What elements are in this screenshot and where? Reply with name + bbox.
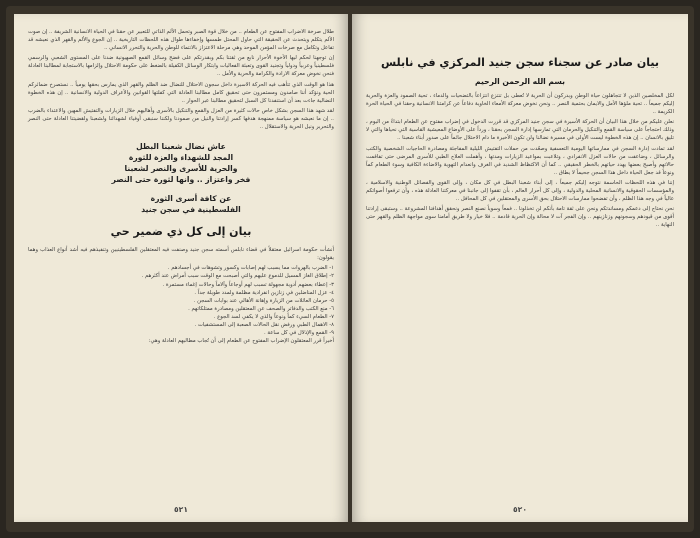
document-title: بيان صادر عن سجناء سجن جنيد المركزي في نابلس [380,56,660,69]
list-item: ٨- الاهمال الطبي ورفض نقل الحالات الصعبة إلى المستشفيات . [194,321,334,328]
left-paragraph-4: لقد شهد هذا السجن بشكل خاص حالات كثيرة من العزل والقمع والتنكيل بالأسرى وأهاليهم خلال الزيارات والتفتيش المهين والاعتداء بالضرب .. إن ما نعيشه هو سياسة ممنهجة هدفها كسر إرادتنا والنيل من صمودنا ولكننا سنبقى أوفياء لشهدائنا ولشعبنا ولقضيتنا العادلة حتى النصر والتحرير ونيل الحرية والاستقلال .. [28,107,334,131]
left-paragraph-5: أنشأت حكومة اسرائيل معتقلاً في قضاء نابلس أسمته سجن جنيد وصنفت فيه المعتقلين الفلسطينيين وتنفيذهم فيه أشد أنواع العذاب وهما يقولون: [28,247,334,262]
right-page-column [366,28,674,232]
list-item: ٦- منع الكتب والدفاتر والصحف عن المعتقلين ومصادرة ممتلكاتهم . [188,305,334,312]
page-number: ٥٢١ [174,505,188,514]
list-item: ٢- إطلاق الغاز المسيل للدموع عليهم والتي أصبحت مع الوقت سبب أمراض عند أكثرهم . [141,273,334,280]
left-page-column [28,28,334,345]
top-spacer [366,28,674,50]
list-item: ٧- الطعام السيء كماً ونوعاً والذي لا يكفي لسد الجوع . [213,313,334,320]
list-item: أخيراً قرر المعتقلون الإضراب المفتوح عن الطعام إلى أن تُجاب مطالبهم العادلة وهي: [148,338,334,345]
right-paragraph-2: نعلن عليكم من خلال هذا البيان أن الحركة الأسيرة في سجن جنيد المركزي قد قررت الدخول في إضراب مفتوح عن الطعام ابتداءً من اليوم ، وذلك احتجاجاً على سياسة القمع والتنكيل والحرمان التي تمارسها إدارة السجن بحقنا ، ورداً على الأوضاع المعيشية القاسية التي نحياها والتي لا تليق بالانسان .. إن هذه الخطوة ليست الأولى في مسيرة نضالنا ولن تكون الأخيرة ما دام الاحتلال جاثماً على صدور أبناء شعبنا .. [366,119,674,142]
left-paragraph-1: طلال صرخة الاضراب المفتوح عن الطعام .. من خلال قوة الصبر وتحمل الألم الذاتي للتعبير عن حقنا في الحياة الانسانية الشريفة .. إن صوت الألم يتكلم ويتحدث عن الحقيقة التي حاول المحتل طمسها وإخفاءها طوال هذه اللحظات التاريخية .. إن الجوع والألم والقهر الذي نعيشه قد تفاعل وتكامل مع صرخات المؤمن الموحد وهي مرحلة الاعتزاز بالانتماء للوطن والحرية والتحرر الانساني .. [28,29,334,52]
list-item: ٥- حرمان العائلات من الزيارة وإهانة الأهالي عند بوابات السجن . [193,297,334,304]
book-spread [6,6,694,532]
list-item: ٣- إعطاء بعضهم أدوية مجهولة تسبب لهم أوجاعاً وآلاماً وحالات إغماء مستمرة . [162,281,334,288]
slogan-line: عاش نضال شعبنا البطل [136,142,226,152]
left-paragraph-3: هذا هو الوقت الذي تتأهب فيه الحركة الاسيرة داخل سجون الاحتلال للنضال ضد الظلم والقهر الذي يمارس بحقها يومياً .. نستصرخ ضمائركم الحية ونؤكد أننا صامدون ومستمرون حتى تحقيق كامل مطالبنا العادلة التي كفلتها القوانين والأعراف الدولية والانسانية .. إن هذه الخطوة النضالية جاءت بعد أن استنفدنا كل السبل لتحقيق مطالبنا عبر الحوار .. [28,81,334,104]
slogan-line: والحرية للأسرى والنصر لشعبنا [124,164,238,174]
left-paragraph-2: إن توجهنا لحكم ليها الأخوة الأحرار نابع من ثقتنا بكم وبقدرتكم على فضح وسائل القمع الصهيونية ضدنا على المستوى الشعبي والرسمي فلسطينياً وعربياً ودولياً وتجنيد القوى وتعبئة الفعاليات وابتكار الوسائل الكفيلة بالضغط على حكومة الاحتلال وإلزامها بالاستجابة لمطالبنا العادلة فنحن نخوض معركة الارادة والكرامة والحرية والأمل .. [28,55,334,78]
numbered-list [28,264,334,345]
right-paragraph-5: نحن نحتاج إلى دعمكم ومساندتكم ونحن على ثقة تامة بأنكم لن تخذلونا .. فمعاً وسوياً نصنع النصر ونحقق أهدافنا المشروعة .. وستبقى إرادتنا أقوى من قيودهم وسجونهم وزنازينهم .. وإن الفجر آت لا محالة وإن الحرية قادمة .. فلا خيار ولا طريق أمامنا سوى مواجهة الظلم والقهر حتى النهاية .. [366,206,674,229]
basmala: بسم الله الرحمن الرحيم [475,77,565,86]
page-number: ٥٢٠ [513,505,527,514]
right-paragraph-4: إننا في هذه اللحظات الحاسمة نتوجه إليكم جميعاً ، إلى أبناء شعبنا البطل في كل مكان ، وإلى القوى والفصائل الوطنية والاسلامية ، والمؤسسات الحقوقية والانسانية المحلية والدولية ، وإلى كل أحرار العالم ، بأن تقفوا إلى جانبنا في معركتنا العادلة هذه ، وأن ترفعوا أصواتكم عالياً في وجه هذا الظلم ، وأن تفضحوا ممارسات الاحتلال بحق الأسرى والمعتقلين في كل المحافل .. [366,179,674,203]
section-heading: بيان إلى كل ذي ضمير حي [110,225,252,239]
list-item: ١- الضرب بالهروات مما يسبب لهم إصابات وكسور وتشوهات في أجسادهم . [167,265,334,272]
signature-line: عن كافة أسرى الثورة [150,194,232,204]
signature-line: الفلسطينية في سجن جنيد [141,205,241,215]
list-item: ٩- القمع والإذلال في كل ساعة . [263,330,334,337]
right-paragraph-1: لكل المخلصين الذين لا تتجاهلون حياة الوطن ويدركون أن الحرية لا تُعطى بل تنتزع انتزاعاً بالتضحيات والدماء ، تحية الصمود والعزة والحرية إليكم جميعاً .. تحية ملؤها الأمل والايمان بحتمية النصر .. ونحن نخوض معركة الأمعاء الخاوية دفاعاً عن كرامتنا الانسانية وحقنا في الحياة الحرة الكريمة .. [366,93,674,116]
right-paragraph-3: لقد تمادت إدارة السجن في ممارساتها اليومية التعسفية وصعّدت من حملات التفتيش الليلية المفاجئة ومصادرة الحاجيات الشخصية والكتب والرسائل ، وضاعفت من حالات العزل الانفرادي ، وتلاعبت بمواعيد الزيارات ومدتها ، وأهملت العلاج الطبي للأسرى المرضى حتى تفاقمت حالاتهم وأصبح بعضها يهدد حياتهم بالخطر الحقيقي .. كما أن الاكتظاظ الشديد في الغرف وانعدام التهوية والاضاءة الكافية وسوء الطعام كماً ونوعاً قد جعل الحياة داخل هذا السجن جحيماً لا يطاق .. [366,145,674,176]
slogans-block [28,141,334,185]
slogan-line: فخر واعتزاز .. وانها لثورة حتى النصر [111,175,251,185]
list-item: ٤- عزل المناضلين في زنازين انفرادية مظلمة ولمدد طويلة جداً . [194,289,334,296]
slogan-line: المجد للشهداء والعزة للثورة [128,153,234,163]
left-page [14,14,348,522]
signature-block [48,193,334,215]
right-page [352,14,688,522]
